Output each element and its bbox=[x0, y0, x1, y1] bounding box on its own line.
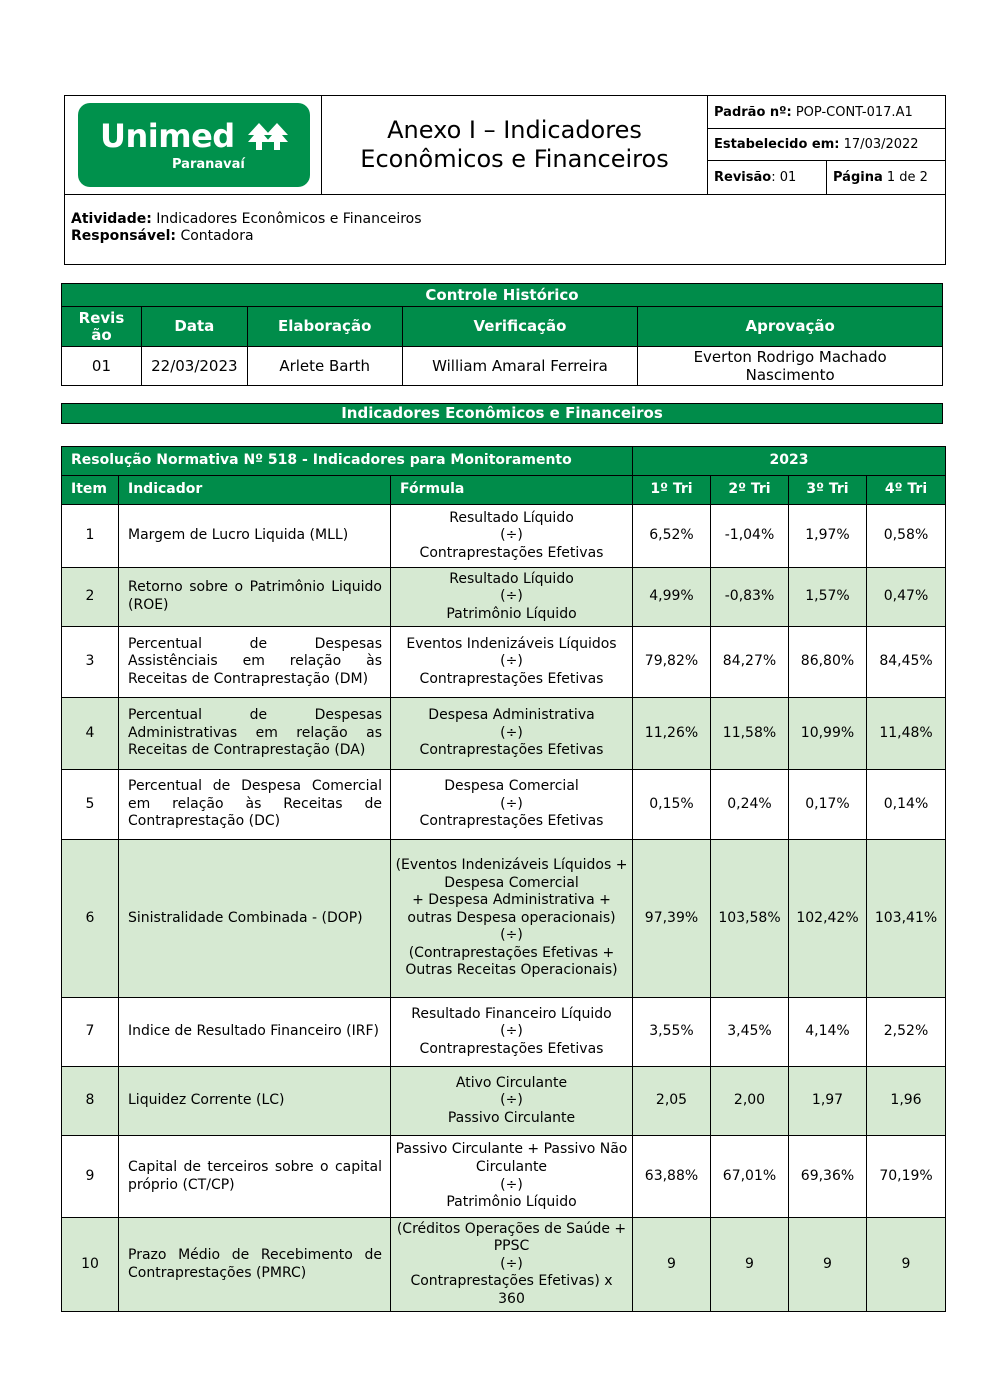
cell-formula bbox=[391, 505, 633, 568]
cell-tri-1: 9 bbox=[633, 1218, 711, 1312]
unimed-tree-icon bbox=[248, 123, 288, 151]
unimed-logo bbox=[78, 103, 310, 187]
table-row bbox=[62, 998, 946, 1067]
cell-indicador: Indice de Resultado Financeiro (IRF) bbox=[119, 998, 391, 1067]
history-cell-verificacao: William Amaral Ferreira bbox=[402, 347, 638, 386]
revisao-value: : 01 bbox=[771, 170, 797, 185]
cell-tri-4: 2,52% bbox=[867, 998, 946, 1067]
padrao-field bbox=[708, 96, 946, 129]
table-row bbox=[62, 1136, 946, 1218]
pagina-field bbox=[827, 161, 946, 194]
atividade-value: Indicadores Econômicos e Financeiros bbox=[156, 211, 422, 227]
history-caption: Controle Histórico bbox=[62, 284, 943, 307]
history-cell-revisao: 01 bbox=[62, 347, 142, 386]
cell-item: 1 bbox=[62, 505, 119, 568]
logo-cell bbox=[65, 96, 322, 194]
cell-item: 5 bbox=[62, 770, 119, 840]
header-indicador: Indicador bbox=[119, 476, 391, 505]
history-header-elaboracao: Elaboração bbox=[247, 307, 402, 347]
responsavel-value: Contadora bbox=[180, 228, 254, 244]
formula-line: (Eventos Indenizáveis Líquidos + Despesa Comercial bbox=[395, 856, 628, 891]
cell-indicador: Percentual de Despesa Comercial em relação às Receitas de Contraprestação (DC) bbox=[119, 770, 391, 840]
cell-tri-4: 84,45% bbox=[867, 627, 946, 698]
cell-tri-2: 9 bbox=[711, 1218, 789, 1312]
formula-line: Contraprestações Efetivas bbox=[419, 670, 604, 687]
formula-line: Contraprestações Efetivas bbox=[419, 813, 604, 830]
formula-line: (÷) bbox=[500, 653, 523, 670]
cell-tri-3: 69,36% bbox=[789, 1136, 867, 1218]
formula-line: Passivo Circulante bbox=[447, 1109, 576, 1126]
cell-item: 9 bbox=[62, 1136, 119, 1218]
history-header-verificacao: Verificação bbox=[402, 307, 638, 347]
indicator-rows bbox=[62, 505, 946, 1312]
cell-tri-2: 67,01% bbox=[711, 1136, 789, 1218]
history-header-revisao: Revis ão bbox=[62, 307, 142, 347]
formula-line: Resultado Financeiro Líquido bbox=[411, 1005, 612, 1022]
cell-tri-1: 97,39% bbox=[633, 840, 711, 998]
revisao-label: Revisão bbox=[714, 170, 772, 185]
cell-tri-2: 11,58% bbox=[711, 698, 789, 770]
formula-line: (÷) bbox=[500, 1023, 523, 1040]
header-tri-4: 4º Tri bbox=[867, 476, 946, 505]
table-row bbox=[62, 840, 946, 998]
table-row bbox=[62, 1067, 946, 1136]
cell-item: 6 bbox=[62, 840, 119, 998]
cell-tri-2: 2,00 bbox=[711, 1067, 789, 1136]
cell-formula bbox=[391, 770, 633, 840]
formula-line: Contraprestações Efetivas bbox=[419, 544, 604, 561]
formula-line: (÷) bbox=[500, 1092, 523, 1109]
cell-item: 4 bbox=[62, 698, 119, 770]
formula-line: (÷) bbox=[500, 1176, 523, 1193]
formula-line: Patrimônio Líquido bbox=[446, 1194, 577, 1211]
cell-tri-4: 0,14% bbox=[867, 770, 946, 840]
cell-tri-3: 9 bbox=[789, 1218, 867, 1312]
formula-line: Despesa Administrativa bbox=[428, 707, 595, 724]
indicators-table bbox=[61, 446, 946, 1312]
formula-line: Eventos Indenizáveis Líquidos bbox=[406, 635, 617, 652]
cell-tri-2: 3,45% bbox=[711, 998, 789, 1067]
cell-indicador: Percentual de Despesas Administrativas em relação as Receitas de Contraprestação (DA) bbox=[119, 698, 391, 770]
atividade-line bbox=[71, 211, 940, 228]
table-row bbox=[62, 698, 946, 770]
title-line-1: Anexo I – Indicadores bbox=[387, 116, 642, 144]
cell-tri-1: 6,52% bbox=[633, 505, 711, 568]
cell-tri-4: 70,19% bbox=[867, 1136, 946, 1218]
responsavel-line bbox=[71, 228, 940, 245]
cell-formula bbox=[391, 840, 633, 998]
table-row bbox=[62, 568, 946, 627]
formula-line: + Despesa Administrativa + outras Despesa operacionais) bbox=[407, 892, 616, 926]
formula-line: (÷) bbox=[500, 588, 523, 605]
cell-tri-2: -1,04% bbox=[711, 505, 789, 568]
header-tri-2: 2º Tri bbox=[711, 476, 789, 505]
cell-item: 7 bbox=[62, 998, 119, 1067]
formula-line: (Créditos Operações de Saúde + PPSC bbox=[396, 1220, 627, 1255]
cell-tri-2: 84,27% bbox=[711, 627, 789, 698]
cell-tri-4: 0,47% bbox=[867, 568, 946, 627]
cell-tri-1: 2,05 bbox=[633, 1067, 711, 1136]
formula-line: Contraprestações Efetivas bbox=[419, 742, 604, 759]
formula-line: Patrimônio Líquido bbox=[446, 605, 577, 622]
padrao-label: Padrão nº: bbox=[714, 104, 792, 120]
cell-formula bbox=[391, 1218, 633, 1312]
cell-tri-3: 10,99% bbox=[789, 698, 867, 770]
cell-tri-1: 4,99% bbox=[633, 568, 711, 627]
cell-indicador: Retorno sobre o Patrimônio Liquido (ROE) bbox=[119, 568, 391, 627]
logo-wordmark: Unimed bbox=[100, 117, 235, 155]
estabelecido-field bbox=[708, 129, 946, 161]
pagina-value: 1 de 2 bbox=[886, 170, 928, 185]
cell-tri-1: 79,82% bbox=[633, 627, 711, 698]
header-item: Item bbox=[62, 476, 119, 505]
cell-tri-3: 4,14% bbox=[789, 998, 867, 1067]
cell-tri-2: 0,24% bbox=[711, 770, 789, 840]
table-row bbox=[62, 1218, 946, 1312]
cell-tri-1: 3,55% bbox=[633, 998, 711, 1067]
cell-item: 2 bbox=[62, 568, 119, 627]
cell-tri-3: 0,17% bbox=[789, 770, 867, 840]
formula-line: (Contraprestações Efetivas + Outras Receitas Operacionais) bbox=[405, 944, 618, 979]
history-header-data: Data bbox=[141, 307, 247, 347]
cell-formula bbox=[391, 568, 633, 627]
cell-tri-3: 1,97 bbox=[789, 1067, 867, 1136]
history-cell-aprovacao: Everton Rodrigo Machado Nascimento bbox=[638, 347, 943, 386]
formula-line: Passivo Circulante + Passivo Não Circulante bbox=[395, 1141, 628, 1175]
cell-tri-4: 11,48% bbox=[867, 698, 946, 770]
formula-line: Resultado Líquido bbox=[449, 570, 574, 587]
cell-tri-3: 102,42% bbox=[789, 840, 867, 998]
title-line-2: Econômicos e Financeiros bbox=[360, 145, 669, 173]
header-tri-3: 3º Tri bbox=[789, 476, 867, 505]
revisao-field bbox=[708, 161, 827, 194]
cell-formula bbox=[391, 698, 633, 770]
cell-tri-4: 9 bbox=[867, 1218, 946, 1312]
activity-info bbox=[65, 194, 946, 266]
cell-tri-3: 1,97% bbox=[789, 505, 867, 568]
cell-indicador: Prazo Médio de Recebimento de Contraprestações (PMRC) bbox=[119, 1218, 391, 1312]
cell-tri-2: 103,58% bbox=[711, 840, 789, 998]
formula-line: Ativo Circulante bbox=[455, 1074, 568, 1091]
formula-line: (÷) bbox=[500, 1255, 523, 1272]
formula-line: (÷) bbox=[500, 927, 523, 944]
atividade-label: Atividade: bbox=[71, 211, 152, 227]
padrao-value: POP-CONT-017.A1 bbox=[795, 104, 913, 120]
formula-line: (÷) bbox=[500, 795, 523, 812]
cell-tri-3: 1,57% bbox=[789, 568, 867, 627]
cell-formula bbox=[391, 1136, 633, 1218]
section-title: Indicadores Econômicos e Financeiros bbox=[61, 403, 943, 424]
estabelecido-label: Estabelecido em: bbox=[714, 137, 840, 152]
cell-indicador: Percentual de Despesas Assistênciais em relação às Receitas de Contraprestação (DM) bbox=[119, 627, 391, 698]
table-row bbox=[62, 770, 946, 840]
cell-indicador: Capital de terceiros sobre o capital próprio (CT/CP) bbox=[119, 1136, 391, 1218]
formula-line: Despesa Comercial bbox=[444, 778, 579, 795]
table-row bbox=[62, 505, 946, 568]
cell-tri-4: 0,58% bbox=[867, 505, 946, 568]
document-title bbox=[322, 96, 708, 194]
history-cell-elaboracao: Arlete Barth bbox=[247, 347, 402, 386]
cell-indicador: Margem de Lucro Liquida (MLL) bbox=[119, 505, 391, 568]
responsavel-label: Responsável: bbox=[71, 228, 177, 244]
document-header bbox=[64, 95, 946, 265]
cell-tri-1: 11,26% bbox=[633, 698, 711, 770]
history-cell-data: 22/03/2023 bbox=[141, 347, 247, 386]
cell-tri-2: -0,83% bbox=[711, 568, 789, 627]
history-table bbox=[61, 283, 943, 386]
cell-formula bbox=[391, 998, 633, 1067]
cell-tri-4: 103,41% bbox=[867, 840, 946, 998]
formula-line: (÷) bbox=[500, 527, 523, 544]
estabelecido-value: 17/03/2022 bbox=[843, 137, 919, 152]
cell-formula bbox=[391, 627, 633, 698]
table-row bbox=[62, 627, 946, 698]
formula-line: (÷) bbox=[500, 724, 523, 741]
cell-tri-1: 0,15% bbox=[633, 770, 711, 840]
cell-indicador: Sinistralidade Combinada - (DOP) bbox=[119, 840, 391, 998]
logo-subtitle: Paranavaí bbox=[172, 157, 245, 172]
header-formula: Fórmula bbox=[391, 476, 633, 505]
cell-tri-3: 86,80% bbox=[789, 627, 867, 698]
formula-line: Contraprestações Efetivas bbox=[419, 1040, 604, 1057]
formula-line: Resultado Líquido bbox=[449, 509, 574, 526]
pagina-label: Página bbox=[833, 170, 883, 185]
header-tri-1: 1º Tri bbox=[633, 476, 711, 505]
formula-line: Contraprestações Efetivas) x 360 bbox=[410, 1273, 613, 1307]
cell-indicador: Liquidez Corrente (LC) bbox=[119, 1067, 391, 1136]
table-caption: Resolução Normativa Nº 518 - Indicadores para Monitoramento bbox=[62, 447, 633, 476]
cell-item: 10 bbox=[62, 1218, 119, 1312]
cell-item: 8 bbox=[62, 1067, 119, 1136]
table-year: 2023 bbox=[633, 447, 946, 476]
cell-tri-1: 63,88% bbox=[633, 1136, 711, 1218]
cell-formula bbox=[391, 1067, 633, 1136]
history-header-aprovacao: Aprovação bbox=[638, 307, 943, 347]
cell-item: 3 bbox=[62, 627, 119, 698]
cell-tri-4: 1,96 bbox=[867, 1067, 946, 1136]
